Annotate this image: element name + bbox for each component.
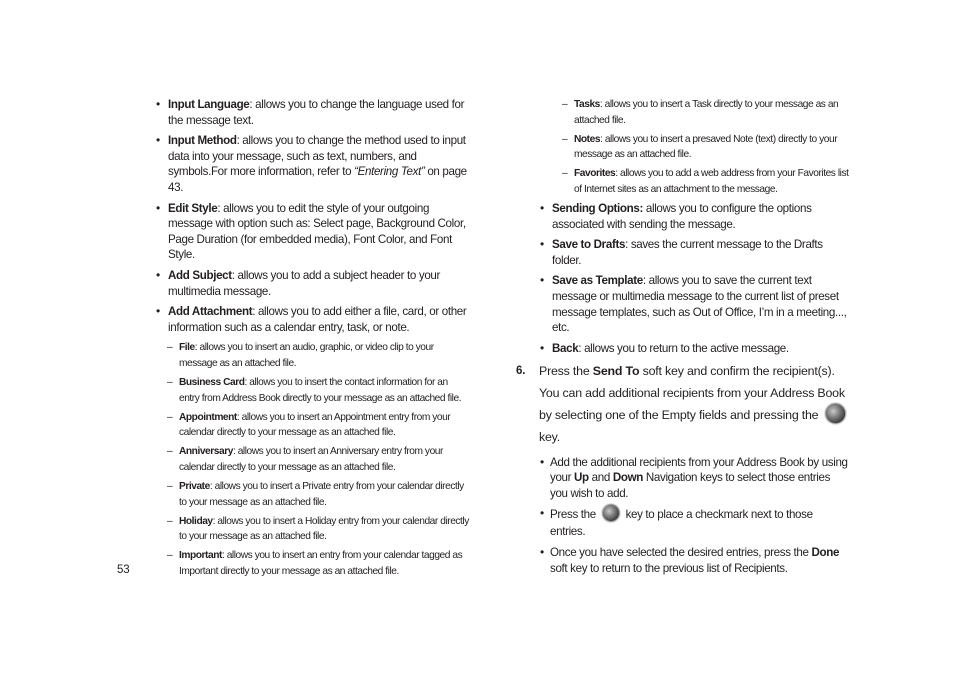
done-text-a: Once you have selected the desired entries, press the xyxy=(550,545,812,559)
desc-tasks: : allows you to insert a Task directly to your message as an attached file. xyxy=(574,99,839,126)
term-favorites: Favorites xyxy=(574,168,616,180)
sub-item-tasks xyxy=(550,97,850,128)
list-item-input-method xyxy=(155,133,470,195)
term-private: Private xyxy=(179,481,210,493)
term-add-subject: Add Subject xyxy=(168,268,232,282)
sub-item-favorites xyxy=(550,166,850,197)
term-important: Important xyxy=(179,550,222,562)
down-key-label: Down xyxy=(612,471,643,485)
term-notes: Notes xyxy=(574,133,601,145)
attachment-options-continued xyxy=(550,97,850,198)
desc-favorites: : allows you to add a web address from your Favorites list of Internet sites as an attachment to the message. xyxy=(574,168,849,195)
sub-item-business-card xyxy=(155,375,470,406)
ok-key-icon xyxy=(825,403,846,424)
desc-anniversary: : allows you to insert an Anniversary entry from your calendar directly to your message as an attached file. xyxy=(179,446,443,473)
sub-item-important xyxy=(155,548,470,579)
term-save-to-drafts: Save to Drafts xyxy=(552,238,626,252)
list-item-add-attachment xyxy=(155,304,470,335)
step-6-bullets xyxy=(539,455,850,577)
list-item-back xyxy=(539,341,850,357)
sub-item-file xyxy=(155,340,470,371)
list-item-sending-options xyxy=(539,201,850,232)
desc-back: : allows you to return to the active message. xyxy=(578,341,789,355)
term-sending-options: Sending Options: xyxy=(552,202,644,216)
list-item-save-to-drafts xyxy=(539,237,850,268)
term-add-attachment: Add Attachment xyxy=(168,305,253,319)
sub-item-private xyxy=(155,479,470,510)
desc-edit-style: : allows you to edit the style of your outgoing message with option such as: Select page, Background Color, Page Duration (for embedded media), Font Color, and Font Style. xyxy=(168,201,466,262)
term-save-as-template: Save as Template xyxy=(552,274,643,288)
step-6 xyxy=(514,361,850,448)
sub-item-appointment xyxy=(155,410,470,441)
sub-item-anniversary xyxy=(155,444,470,475)
desc-add-subject: : allows you to add a subject header to your multimedia message. xyxy=(168,268,441,298)
term-input-language: Input Language xyxy=(168,98,250,111)
term-file: File xyxy=(179,342,195,354)
list-item-input-language xyxy=(155,97,470,128)
list-item-done xyxy=(539,545,850,576)
term-anniversary: Anniversary xyxy=(179,446,233,458)
right-column xyxy=(514,97,850,581)
desc-save-to-drafts: : saves the current message to the Drafts folder. xyxy=(552,238,823,267)
list-item-save-as-template xyxy=(539,273,850,335)
desc-important: : allows you to insert an entry from your calendar tagged as Important directly to your message as an attached file. xyxy=(179,550,463,578)
message-options-list xyxy=(539,201,850,356)
sub-item-notes xyxy=(550,132,850,163)
term-appointment: Appointment xyxy=(179,411,237,423)
desc-business-card: : allows you to insert the contact information for an entry from Address Book directly to your message as an attached file. xyxy=(179,377,462,404)
term-input-method: Input Method xyxy=(168,134,237,148)
desc-save-as-template: : allows you to save the current text message or multimedia message to the current list of preset message templates, such as Out of Office, I’m in a meeting..., etc. xyxy=(552,274,847,335)
sub-item-holiday xyxy=(155,514,470,545)
page-number: 53 xyxy=(117,564,130,576)
list-item-add-recipients xyxy=(539,455,850,502)
ok-key-icon xyxy=(602,504,620,522)
desc-private: : allows you to insert a Private entry from your calendar directly to your message as an attached file. xyxy=(179,481,464,508)
desc-input-method-page: on page 43. xyxy=(168,165,467,194)
desc-input-language: : allows you to change the language used for the message text. xyxy=(168,98,465,127)
up-key-label: Up xyxy=(574,471,589,485)
send-to-key-label: Send To xyxy=(592,364,640,379)
left-column xyxy=(155,97,470,583)
add-recipients-text-and: and xyxy=(588,471,613,485)
term-tasks: Tasks xyxy=(574,99,600,110)
desc-holiday: : allows you to insert a Holiday entry from your calendar directly to your message as an attached file. xyxy=(179,515,469,543)
list-item-press-key xyxy=(539,506,850,540)
cross-reference-link[interactable]: “Entering Text” xyxy=(354,165,425,179)
desc-notes: : allows you to insert a presaved Note (text) directly to your message as an attached file. xyxy=(574,133,838,161)
desc-input-method: : allows you to change the method used to input data into your message, such as text, numbers, and symbols.For more information, refer to xyxy=(168,134,466,179)
step-number: 6. xyxy=(516,365,526,378)
add-recipients-text-b: Navigation keys to select those entries you wish to add. xyxy=(550,471,831,500)
desc-appointment: : allows you to insert an Appointment entry from your calendar directly to your message as an attached file. xyxy=(179,411,451,439)
step-6-text-c: key. xyxy=(539,429,561,444)
step-6-text-a: Press the xyxy=(539,364,593,379)
done-key-label: Done xyxy=(811,545,840,559)
term-edit-style: Edit Style xyxy=(168,201,218,215)
term-business-card: Business Card xyxy=(179,377,245,388)
desc-add-attachment: : allows you to add either a file, card, or other information such as a calendar entry, task, or note. xyxy=(168,305,467,334)
press-key-text-a: Press the xyxy=(550,508,599,522)
step-6-text-b: soft key and confirm the recipient(s). You can add additional recipients from your Address Book by selecting one of the Empty fields and pressing the xyxy=(539,364,845,422)
desc-sending-options: allows you to configure the options associated with sending the message. xyxy=(552,202,812,231)
term-back: Back xyxy=(552,341,579,355)
add-recipients-text-a: Add the additional recipients from your Address Book by using your xyxy=(550,455,848,485)
press-key-text-b: key to place a checkmark next to those entries. xyxy=(550,508,813,539)
term-holiday: Holiday xyxy=(179,515,213,527)
list-item-edit-style xyxy=(155,201,470,263)
done-text-b: soft key to return to the previous list of Recipients. xyxy=(550,561,788,575)
list-item-add-subject xyxy=(155,268,470,299)
desc-file: : allows you to insert an audio, graphic, or video clip to your message as an attached file. xyxy=(179,342,434,369)
